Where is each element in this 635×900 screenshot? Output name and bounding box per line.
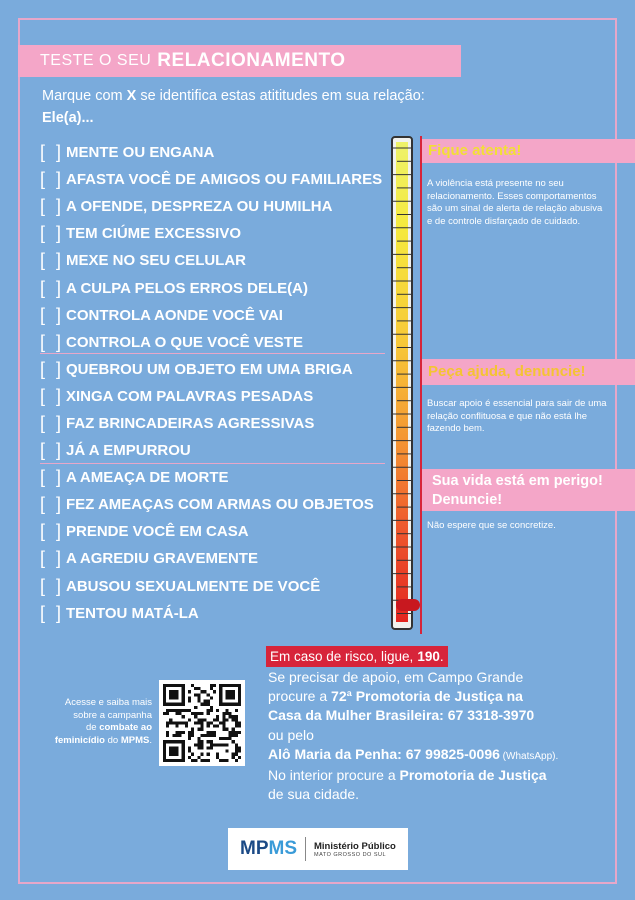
checklist-item-label: TENTOU MATÁ-LA <box>66 604 199 622</box>
checkbox[interactable]: [ ] <box>40 602 65 623</box>
instruction <box>42 88 425 104</box>
checklist-item[interactable] <box>40 464 382 491</box>
mpms-logo <box>228 828 408 870</box>
checklist-item-label: AFASTA VOCÊ DE AMIGOS OU FAMILIARES <box>66 171 383 189</box>
thermometer <box>391 136 413 630</box>
checklist-item[interactable] <box>40 518 382 545</box>
checklist-item[interactable] <box>40 383 382 410</box>
checklist-item[interactable] <box>40 437 382 464</box>
risk-number[interactable]: 190 <box>417 649 440 664</box>
promotoria-name: 72ª Promotoria de Justiça na <box>331 688 523 705</box>
level-1-label: Fique atenta! <box>422 139 635 163</box>
checklist-item-label: CONTROLA O QUE VOCÊ VESTE <box>66 333 303 351</box>
qr-caption-bold: MPMS <box>120 734 150 746</box>
checklist-item[interactable] <box>40 356 382 383</box>
checkbox[interactable]: [ ] <box>40 575 65 596</box>
checkbox[interactable]: [ ] <box>40 250 65 271</box>
qr-caption-line: de <box>85 722 100 733</box>
maria-penha-label: Alô Maria da Penha: <box>268 745 402 762</box>
logo-ms: MS <box>268 838 297 859</box>
checklist-item[interactable] <box>40 139 382 166</box>
thermometer-bulb <box>396 599 420 611</box>
checklist-item-label: TEM CIÚME EXCESSIVO <box>66 225 242 243</box>
qr-caption-line: sobre a campanha <box>73 709 152 721</box>
contact-info <box>268 668 558 804</box>
checkbox[interactable]: [ ] <box>40 142 65 163</box>
contact-line: ou pelo <box>268 726 314 743</box>
checklist-item-label: ABUSOU SEXUALMENTE DE VOCÊ <box>66 577 321 595</box>
checklist-item[interactable] <box>40 573 382 600</box>
checklist-item[interactable] <box>40 193 382 220</box>
promotoria-local: Promotoria de Justiça <box>399 767 547 784</box>
checklist-item[interactable] <box>40 220 382 247</box>
qr-caption-line: do <box>105 734 121 746</box>
whatsapp-note: (WhatsApp). <box>499 750 559 762</box>
qr-caption-bold: combate ao <box>99 722 152 733</box>
checklist-item[interactable] <box>40 410 382 437</box>
checklist-item-label: A CULPA PELOS ERROS DELE(A) <box>66 279 308 297</box>
checkbox[interactable]: [ ] <box>40 385 65 406</box>
contact-line: de sua cidade. <box>268 786 360 803</box>
contact-line: procure a <box>268 688 332 705</box>
logo-mp: MP <box>240 838 269 859</box>
checklist-item-label: MEXE NO SEU CELULAR <box>66 252 247 270</box>
qr-caption <box>36 697 152 747</box>
checklist-item-label: FEZ AMEAÇAS COM ARMAS OU OBJETOS <box>66 496 374 514</box>
checkbox[interactable]: [ ] <box>40 467 65 488</box>
instruction-after: se identifica estas atititudes em sua relação: <box>136 88 425 104</box>
qr-caption-line: . <box>149 734 152 746</box>
checklist-item-label: XINGA COM PALAVRAS PESADAS <box>66 387 314 405</box>
checklist <box>40 139 382 627</box>
logo-state: MATO GROSSO DO SUL <box>314 851 387 858</box>
checkbox[interactable]: [ ] <box>40 331 65 352</box>
instruction-before: Marque com <box>42 88 127 104</box>
section-divider <box>40 353 385 354</box>
level-3-label: Sua vida está em perigo! Denuncie! <box>422 469 635 511</box>
checkbox[interactable]: [ ] <box>40 494 65 515</box>
checklist-item-label: MENTE OU ENGANA <box>66 144 215 162</box>
checklist-item[interactable] <box>40 166 382 193</box>
checkbox[interactable]: [ ] <box>40 548 65 569</box>
level-2-text: Buscar apoio é essencial para sair de uma relação conflituosa e que não está lhe fazendo bem. <box>427 398 607 434</box>
maria-penha-phone[interactable]: 67 99825-0096 <box>401 745 500 762</box>
checkbox[interactable]: [ ] <box>40 358 65 379</box>
level-1-text: A violência está presente no seu relacionamento. Esses comportamentos são um sinal de alerta de relação abusiva e de controle disfarçado de cuidado. <box>427 178 603 227</box>
checkbox[interactable]: [ ] <box>40 521 65 542</box>
checklist-item-label: FAZ BRINCADEIRAS AGRESSIVAS <box>66 414 315 432</box>
qr-code[interactable] <box>159 680 245 766</box>
qr-caption-line: Acesse e saiba mais <box>64 697 152 708</box>
qr-code-icon <box>163 684 241 762</box>
checkbox[interactable]: [ ] <box>40 196 65 217</box>
casa-mulher-phone[interactable]: 67 3318-3970 <box>443 707 535 724</box>
risk-suffix: . <box>439 649 444 664</box>
checkbox[interactable]: [ ] <box>40 169 65 190</box>
risk-text: Em caso de risco, ligue, <box>270 649 414 664</box>
casa-mulher-label: Casa da Mulher Brasileira: <box>268 707 444 724</box>
title-prefix: TESTE O SEU <box>40 52 152 69</box>
checkbox[interactable]: [ ] <box>40 304 65 325</box>
checklist-item[interactable] <box>40 600 382 627</box>
contact-line: No interior procure a <box>268 767 400 784</box>
page-title: RELACIONAMENTO <box>157 50 346 71</box>
checklist-item[interactable] <box>40 491 382 518</box>
checklist-item[interactable] <box>40 302 382 329</box>
checklist-item[interactable] <box>40 329 382 356</box>
checkbox[interactable]: [ ] <box>40 223 65 244</box>
qr-caption-bold: feminicídio <box>54 734 105 746</box>
thermometer-ticks <box>393 138 411 628</box>
title-bar <box>18 45 461 77</box>
checklist-item[interactable] <box>40 545 382 572</box>
section-divider <box>40 463 385 464</box>
checklist-item-label: A AGREDIU GRAVEMENTE <box>66 550 258 568</box>
red-level-line <box>420 136 422 634</box>
level-2-label: Peça ajuda, denuncie! <box>422 359 635 385</box>
checklist-item-label: CONTROLA AONDE VOCÊ VAI <box>66 306 283 324</box>
checklist-item-label: A AMEAÇA DE MORTE <box>66 469 229 487</box>
contact-line: Se precisar de apoio, em Campo Grande <box>268 669 524 685</box>
logo-name: Ministério Público <box>314 840 396 852</box>
checklist-item-label: PRENDE VOCÊ EM CASA <box>66 523 249 541</box>
logo-divider <box>305 837 306 861</box>
level-3-text: Não espere que se concretize. <box>427 520 556 531</box>
subject-label: Ele(a)... <box>42 110 94 126</box>
checklist-item-label: A OFENDE, DESPREZA OU HUMILHA <box>66 198 333 216</box>
instruction-mark: X <box>126 88 137 104</box>
checkbox[interactable]: [ ] <box>40 277 65 298</box>
checklist-item-label: QUEBROU UM OBJETO EM UMA BRIGA <box>66 360 353 378</box>
checklist-item-label: JÁ A EMPURROU <box>66 442 191 460</box>
risk-banner <box>266 646 448 667</box>
checklist-item[interactable] <box>40 274 382 301</box>
checkbox[interactable]: [ ] <box>40 440 65 461</box>
checklist-item[interactable] <box>40 247 382 274</box>
checkbox[interactable]: [ ] <box>40 412 65 433</box>
